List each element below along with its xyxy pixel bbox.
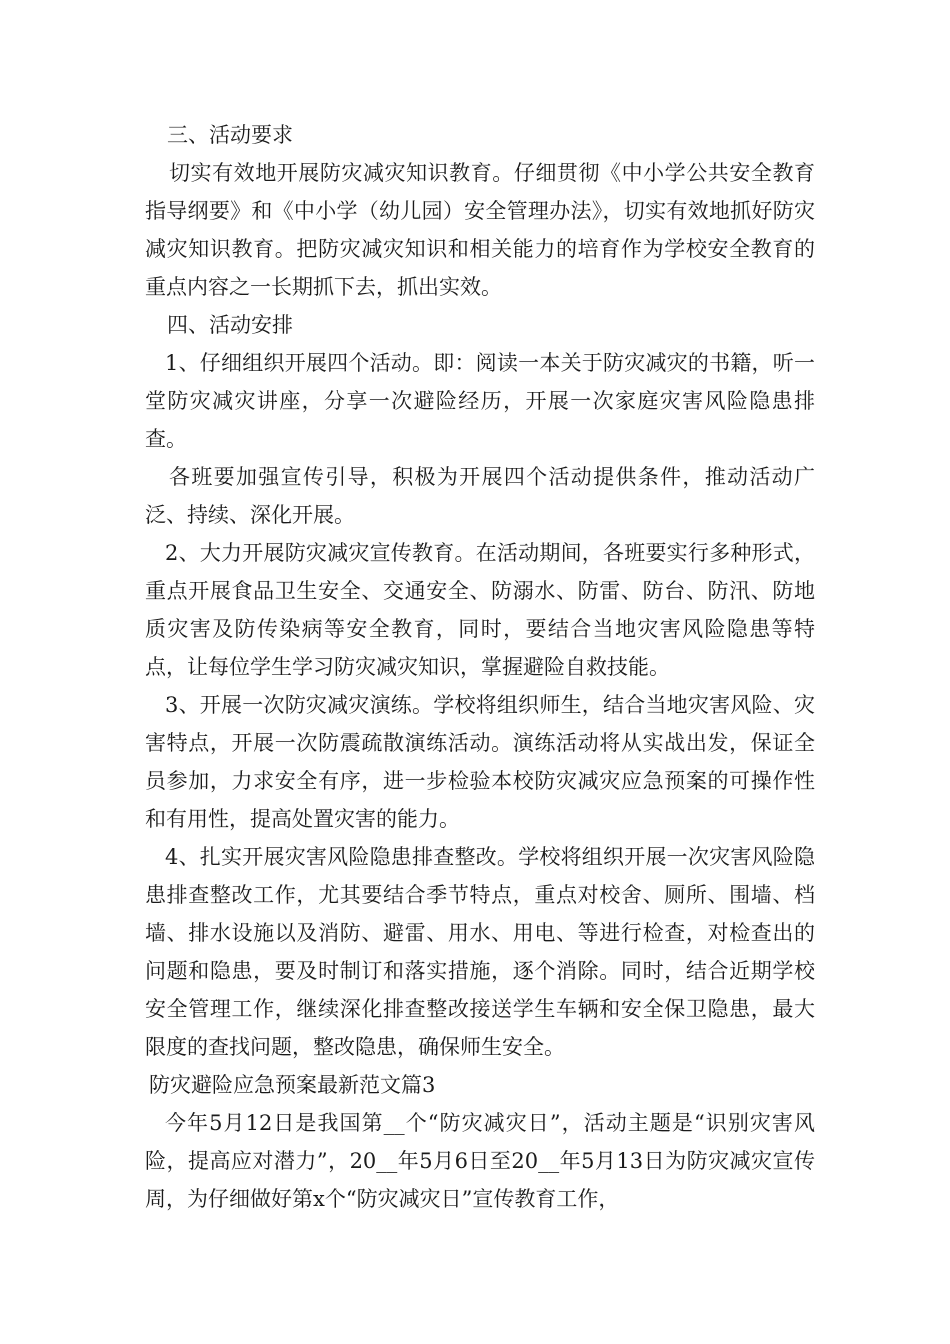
article-title-3: 防灾避险应急预案最新范文篇3: [149, 1073, 436, 1097]
paragraph-requirements: 切实有效地开展防灾减灾知识教育。仔细贯彻《中小学公共安全教育指导纲要》和《中小学（幼儿园）安全管理办法》，切实有效地抓好防灾减灾知识教育。把防灾减灾知识和相关能力的培育作为学校安全教育的重点内容之一长期抓下去，抓出实效。: [145, 161, 815, 299]
paragraph-item-3: 3、开展一次防灾减灾演练。学校将组织师生，结合当地灾害风险、灾害特点，开展一次防震疏散演练活动。演练活动将从实战出发，保证全员参加，力求安全有序，进一步检验本校防灾减灾应急预案的可操作性和有用性，提高处置灾害的能力。: [145, 693, 815, 831]
section-heading-arrangements: 四、活动安排: [167, 313, 293, 337]
document-body: [145, 116, 815, 1218]
section-heading-requirements: 三、活动要求: [167, 123, 293, 147]
paragraph-item-1: 1、仔细组织开展四个活动。即：阅读一本关于防灾减灾的书籍，听一堂防灾减灾讲座，分享一次避险经历，开展一次家庭灾害风险隐患排查。: [145, 351, 815, 451]
paragraph-item-4: 4、扎实开展灾害风险隐患排查整改。学校将组织开展一次灾害风险隐患排查整改工作，尤其要结合季节特点，重点对校舍、厕所、围墙、档墙、排水设施以及消防、避雷、用水、用电、等进行检查，对检查出的问题和隐患，要及时制订和落实措施，逐个消除。同时，结合近期学校安全管理工作，继续深化排查整改接送学生车辆和安全保卫隐患，最大限度的查找问题，整改隐患，确保师生安全。: [145, 845, 815, 1059]
paragraph-class-guidance: 各班要加强宣传引导，积极为开展四个活动提供条件，推动活动广泛、持续、深化开展。: [145, 465, 815, 527]
paragraph-item-2: 2、大力开展防灾减灾宣传教育。在活动期间，各班要实行多种形式，重点开展食品卫生安全、交通安全、防溺水、防雷、防台、防汛、防地质灾害及防传染病等安全教育，同时，要结合当地灾害风险隐患等特点，让每位学生学习防灾减灾知识，掌握避险自救技能。: [145, 541, 815, 679]
paragraph-intro-3: 今年5月12日是我国第__个“防灾减灾日”，活动主题是“识别灾害风险，提高应对潜力”，20__年5月6日至20__年5月13日为防灾减灾宣传周，为仔细做好第x个“防灾减灾日”宣传教育工作，: [145, 1111, 815, 1211]
